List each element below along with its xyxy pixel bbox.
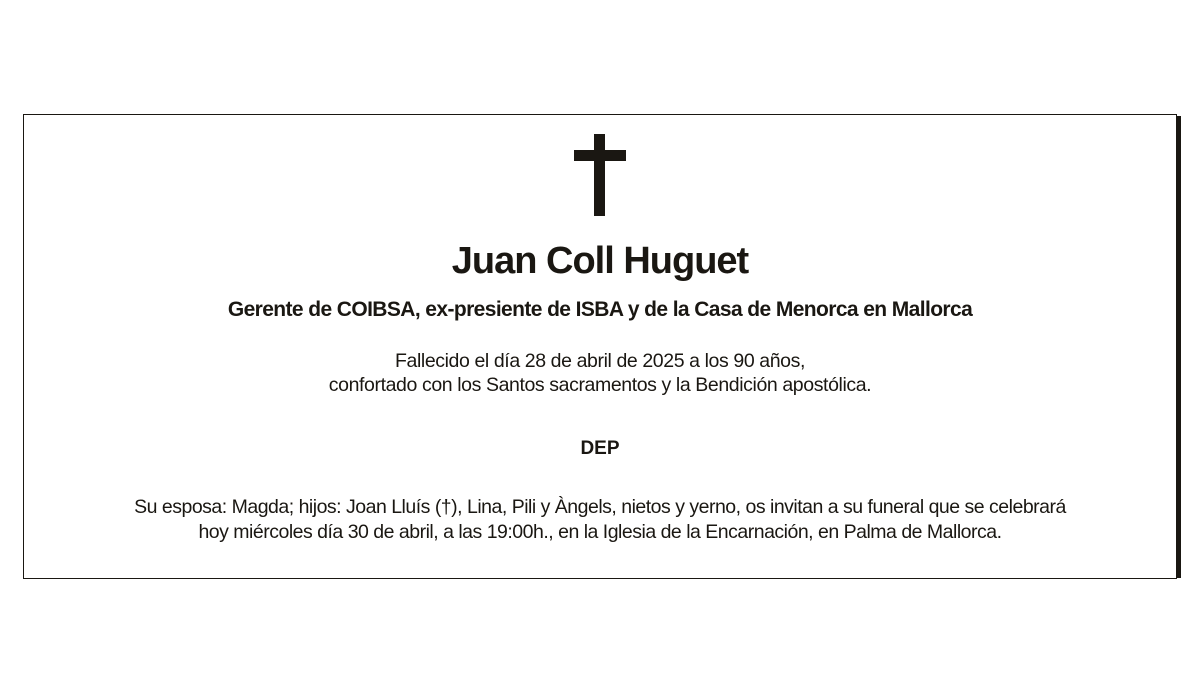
obituary-notice — [23, 114, 1177, 579]
cross-icon — [574, 134, 626, 216]
dep-label: DEP — [580, 438, 620, 459]
death-details-line-2: confortado con los Santos sacramentos y la Bendición apostólica. — [328, 374, 872, 396]
cross-icon-vertical-bar — [594, 134, 605, 216]
family-announcement-line-1: Su esposa: Magda; hijos: Joan Lluís (†), Lina, Pili y Àngels, nietos y yerno, os invitan a su funeral que se celebrará — [134, 496, 1066, 518]
cross-icon-horizontal-bar — [574, 150, 626, 161]
death-details-line-1: Fallecido el día 28 de abril de 2025 a los 90 años, — [395, 350, 805, 372]
deceased-positions: Gerente de COIBSA, ex-presiente de ISBA y de la Casa de Menorca en Mallorca — [227, 298, 973, 321]
deceased-name: Juan Coll Huguet — [451, 240, 749, 282]
family-announcement-line-2: hoy miércoles día 30 de abril, a las 19:00h., en la Iglesia de la Encarnación, en Palma de Mallorca. — [198, 521, 1002, 543]
